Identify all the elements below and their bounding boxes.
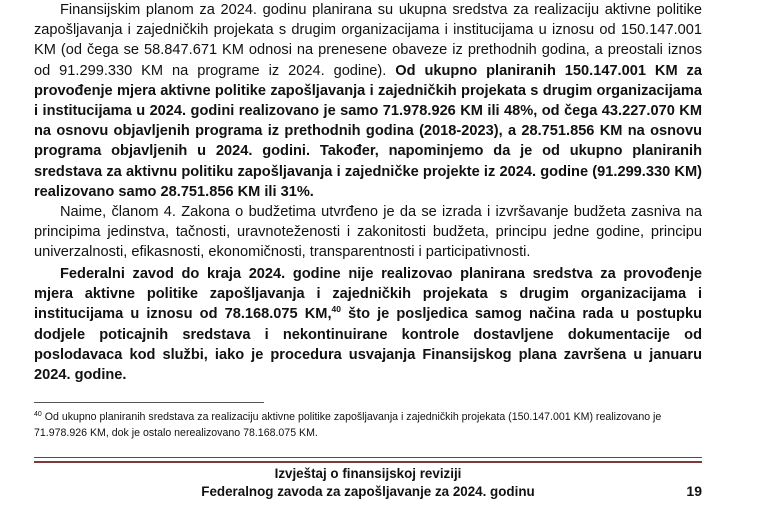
page-number: 19 xyxy=(686,483,702,499)
footnote-reference-40[interactable]: 40 xyxy=(331,304,341,315)
footnote-separator xyxy=(34,402,264,403)
paragraph-plan-funds xyxy=(34,0,702,202)
paragraph-plan-funds-normal: Finansijskim planom za 2024. godinu planirana su ukupna sredstva za realizaciju aktivne politike zapošljavanja i zajedničkih projekata s drugim organizacijama i institucijama u iznosu od 150.147.001 KM (od čega se 58.847.671 KM odnosi na prenesene obaveze iz prethodnih godina, a preostali iznos od 91.299.330 KM na programe iz 2024. godine). xyxy=(34,2,702,79)
paragraph-plan-funds-bold: Od ukupno planiranih 150.147.001 KM za provođenje mjera aktivne politike zapošljavanja i zajedničkih projekata s drugim organizacijama i institucijama u 2024. godini realizovano je samo 71.978.926 KM ili 48%, od čega 43.227.070 KM na osnovu objavljenih programa iz prethodnih godina (2018-2023), a 28.751.856 KM na osnovu programa objavljenih u 2024. godini. Također, napominjemo da je od ukupno planiranih sredstava za aktivnu politiku zapošljavanja i zajedničke projekte iz 2024. godine (91.299.330 KM) realizovano samo 28.751.856 KM ili 31%. xyxy=(34,62,702,200)
paragraph-unrealized-funds xyxy=(34,264,702,385)
footnote-number: 40 xyxy=(34,411,42,418)
footer-report-title xyxy=(34,465,702,500)
paragraph-unrealized-funds-part1: Federalni zavod do kraja 2024. godine nije realizovao planirana sredstva za provođenje mjera aktivne politike zapošljavanja i zajedničkih projekata s drugim organizacijama i institucijama u iznosu od 78.168.075 KM, xyxy=(34,266,702,323)
paragraph-unrealized-funds-part2: što je posljedica samog načina rada u postupku dodjele poticajnih sredstava i nekontinuirane kontrole dostavljene dokumentacije od poslodavaca kod službi, iako je procedura usvajanja Finansijskog plana završena u januaru 2024. godine. xyxy=(34,306,702,384)
footnote-text: Od ukupno planiranih sredstava za realizaciju aktivne politike zapošljavanja i zajedničkih projekata (150.147.001 KM) realizovano je 71.978.926 KM, dok je ostalo nerealizovano 78.168.075 KM. xyxy=(34,411,662,439)
footer-rule-thick xyxy=(34,461,702,463)
footer-title-line2: Federalnog zavoda za zapošljavanje za 2024. godinu xyxy=(201,483,535,499)
footer-title-line1: Izvještaj o finansijskoj reviziji xyxy=(274,466,462,481)
footnote-40 xyxy=(34,409,702,441)
footer-rule-thin xyxy=(34,457,702,458)
paragraph-budget-law: Naime, članom 4. Zakona o budžetima utvrđeno je da se izrada i izvršavanje budžeta zasniva na principima jedinstva, tačnosti, uravnoteženosti i zakonitosti budžeta, principu jedne godine, principu univerzalnosti, efikasnosti, ekonomičnosti, transparentnosti i participativnosti. xyxy=(34,204,702,261)
